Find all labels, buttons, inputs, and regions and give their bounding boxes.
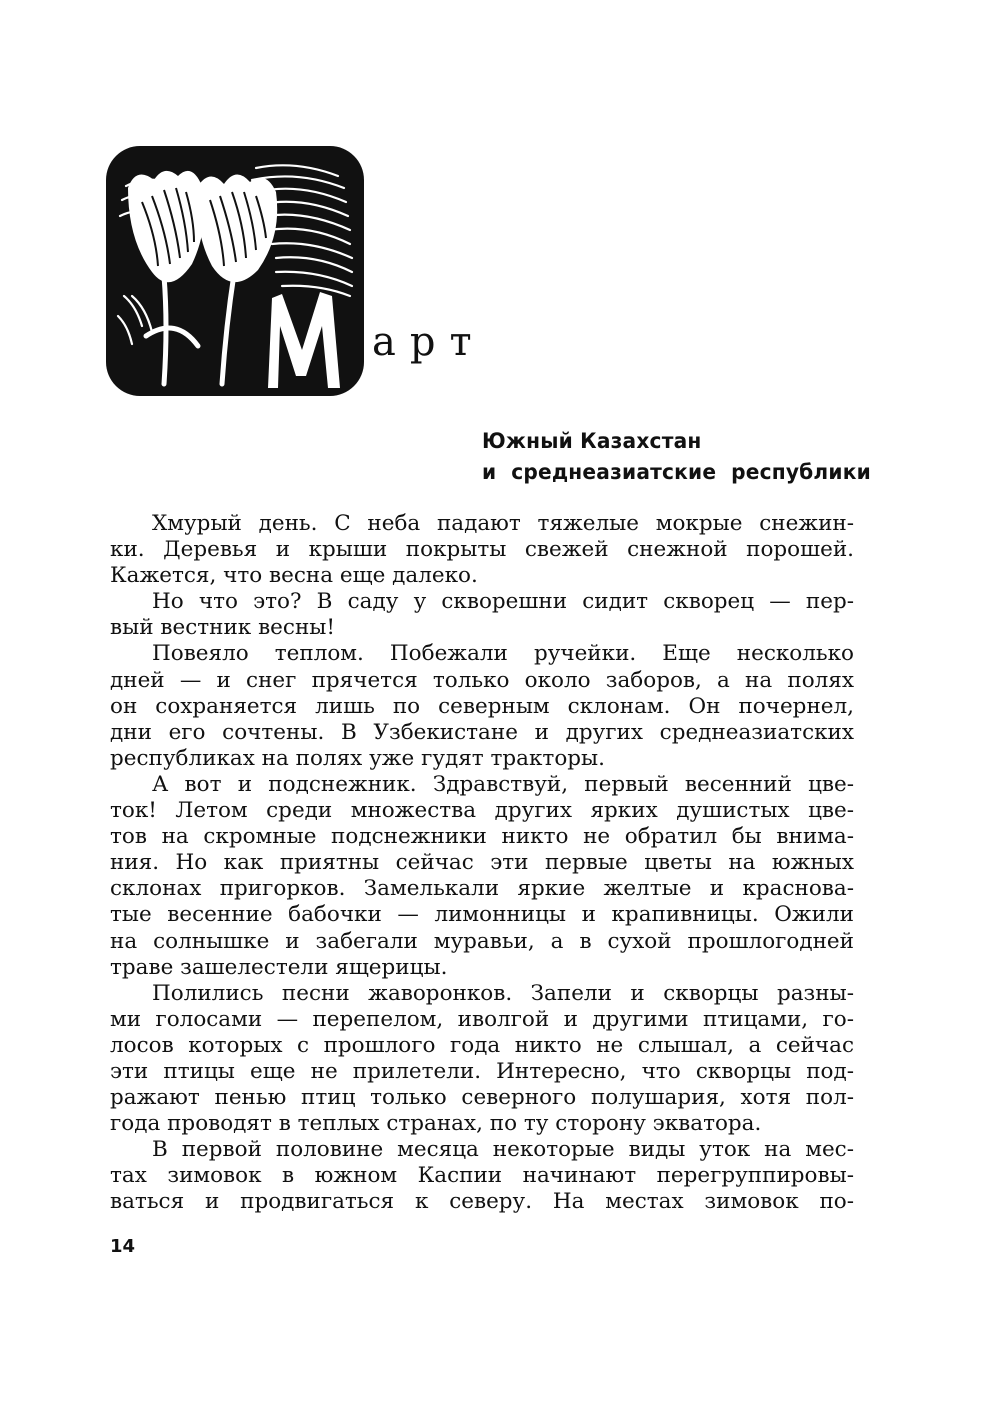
text-line: Хмурый день. С неба падают тяжелые мокрые снежин- <box>152 511 854 536</box>
text-line: дни его сочтены. В Узбекистане и других среднеазиатских <box>110 719 854 745</box>
heading-line-2: и среднеазиатские республики <box>482 460 871 484</box>
text-line: тые весенние бабочки — лимонницы и крапивницы. Ожили <box>110 902 854 928</box>
text-line: ки. Деревья и крыши покрыты свежей снежной порошей. <box>110 537 854 563</box>
text-line: республиках на полях уже гудят тракторы. <box>110 745 605 771</box>
text-line: тах зимовок в южном Каспии начинают перегруппировы- <box>110 1163 854 1189</box>
text-line: дней — и снег прячется только около заборов, а на полях <box>110 667 854 693</box>
text-line: Повеяло теплом. Побежали ручейки. Еще несколько <box>152 641 854 667</box>
tulip-woodcut-icon <box>106 146 364 396</box>
text-line: А вот и подснежник. Здравствуй, первый весенний цве- <box>152 771 854 797</box>
text-line: Но что это? В саду у скворешни сидит скворец — пер- <box>152 589 854 615</box>
text-line: Полились песни жаворонков. Запели и скворцы разны- <box>152 980 854 1006</box>
section-heading <box>482 426 871 488</box>
text-line: эти птицы еще не прилетели. Интересно, что скворцы под- <box>110 1058 854 1084</box>
text-line: ражают пенью птиц только северного полушария, хотя пол- <box>110 1085 854 1111</box>
text-line: года проводят в теплых странах, по ту сторону экватора. <box>110 1111 762 1137</box>
heading-line-1: Южный Казахстан <box>482 429 702 453</box>
paragraph <box>110 641 854 771</box>
text-line: тов на скромные подснежники никто не обратил бы внима- <box>110 824 854 850</box>
page-number: 14 <box>110 1236 136 1257</box>
text-line: В первой половине месяца некоторые виды уток на мес- <box>152 1137 854 1163</box>
paragraph <box>110 589 854 641</box>
text-line: Кажется, что весна еще далеко. <box>110 563 478 589</box>
text-line: траве зашелестели ящерицы. <box>110 954 448 980</box>
paragraph <box>110 1137 854 1215</box>
text-line: ваться и продвигаться к северу. На местах зимовок по- <box>110 1189 854 1215</box>
paragraph <box>110 772 854 981</box>
text-line: вый вестник весны! <box>110 615 336 641</box>
text-line: лосов которых с прошлого года никто не слышал, а сейчас <box>110 1032 854 1058</box>
text-line: ми голосами — перепелом, иволгой и другими птицами, го- <box>110 1006 854 1032</box>
text-line: он сохраняется лишь по северным склонам. Он почернел, <box>110 693 854 719</box>
text-line: ток! Летом среди множества других ярких душистых цве- <box>110 798 854 824</box>
paragraph <box>110 511 854 589</box>
body-text <box>110 511 854 1216</box>
paragraph <box>110 981 854 1138</box>
text-line: на солнышке и забегали муравьи, а в сухой прошлогодней <box>110 928 854 954</box>
text-line: ния. Но как приятны сейчас эти первые цветы на южных <box>110 850 854 876</box>
month-title-rest: арт <box>372 319 486 365</box>
text-line: склонах пригорков. Замелькали яркие желтые и краснова- <box>110 876 854 902</box>
drop-initial <box>106 146 364 396</box>
